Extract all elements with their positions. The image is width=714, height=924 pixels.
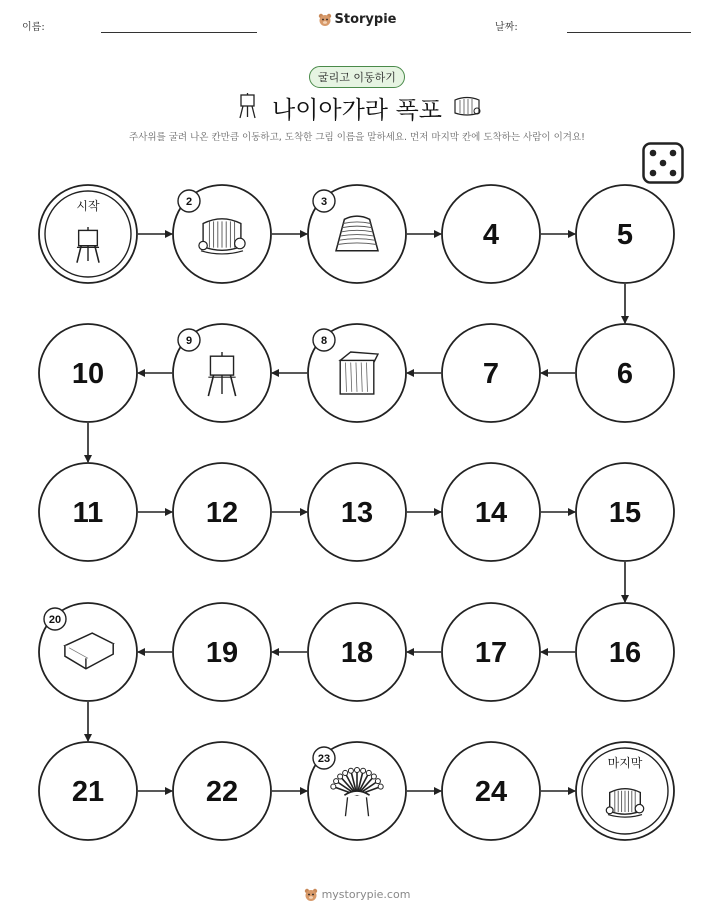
game-type-badge: 굴리고 이동하기 xyxy=(309,66,405,88)
board-cell-23[interactable] xyxy=(308,742,406,840)
waterfall-icon xyxy=(606,789,643,817)
cell-number: 24 xyxy=(474,776,508,808)
board-cell-11[interactable] xyxy=(39,463,137,561)
board-cell-3[interactable] xyxy=(308,185,406,283)
board-cell-9[interactable] xyxy=(173,324,271,422)
board-cell-8[interactable] xyxy=(308,324,406,422)
cell-number: 10 xyxy=(71,358,105,390)
cell-number: 4 xyxy=(482,219,500,251)
cell-number: 23 xyxy=(317,753,331,765)
footer xyxy=(0,888,714,902)
cell-number: 11 xyxy=(72,497,104,529)
cell-number: 20 xyxy=(48,614,62,626)
finish-label: 마지막 xyxy=(607,756,643,770)
cell-number: 19 xyxy=(205,637,239,669)
cell-number: 17 xyxy=(474,637,508,669)
cell-number: 18 xyxy=(340,637,374,669)
board-cell-19[interactable] xyxy=(173,603,271,701)
board-cell-22[interactable] xyxy=(173,742,271,840)
board-cell-21[interactable] xyxy=(39,742,137,840)
board-cell-13[interactable] xyxy=(308,463,406,561)
cell-number: 8 xyxy=(320,335,328,347)
board-cell-7[interactable] xyxy=(442,324,540,422)
cell-number: 15 xyxy=(608,497,642,529)
cell-number: 16 xyxy=(608,637,642,669)
board-cell-17[interactable] xyxy=(442,603,540,701)
cell-number: 9 xyxy=(185,335,193,347)
board-cell-15[interactable] xyxy=(576,463,674,561)
board-cell-25[interactable] xyxy=(576,742,674,840)
page-title: 나이아가라 폭포 xyxy=(272,96,442,124)
cell-number: 13 xyxy=(340,497,374,529)
start-label: 시작 xyxy=(76,199,100,213)
board-cell-10[interactable] xyxy=(39,324,137,422)
cell-number: 3 xyxy=(320,196,328,208)
cell-number: 22 xyxy=(205,776,239,808)
cell-number: 12 xyxy=(205,497,239,529)
cell-number: 7 xyxy=(482,358,500,390)
board-cell-6[interactable] xyxy=(576,324,674,422)
bear-logo-icon xyxy=(304,888,318,902)
footer-site[interactable]: mystorypie.com xyxy=(321,888,411,901)
board-cell-20[interactable] xyxy=(39,603,137,701)
cell-number: 6 xyxy=(616,358,634,390)
board-cell-1[interactable] xyxy=(39,185,137,283)
stone-block-icon xyxy=(340,352,378,394)
cell-number: 14 xyxy=(474,497,508,529)
board-cell-12[interactable] xyxy=(173,463,271,561)
board-cell-16[interactable] xyxy=(576,603,674,701)
board-cell-14[interactable] xyxy=(442,463,540,561)
board-cell-24[interactable] xyxy=(442,742,540,840)
cell-number: 21 xyxy=(71,776,105,808)
board-cell-18[interactable] xyxy=(308,603,406,701)
board-cell-4[interactable] xyxy=(442,185,540,283)
cell-number: 2 xyxy=(185,196,193,208)
board-cell-5[interactable] xyxy=(576,185,674,283)
instructions: 주사위를 굴려 나온 칸만큼 이동하고, 도착한 그림 이름을 말하세요. 먼저 마지막 칸에 도착하는 사람이 이겨요! xyxy=(129,132,585,143)
waterfall-icon xyxy=(199,219,245,254)
brand-name: Storypie xyxy=(334,12,397,27)
cell-number: 5 xyxy=(616,219,634,251)
date-label: 날짜: xyxy=(495,22,518,33)
board-cell-2[interactable] xyxy=(173,185,271,283)
name-label: 이름: xyxy=(22,22,45,33)
